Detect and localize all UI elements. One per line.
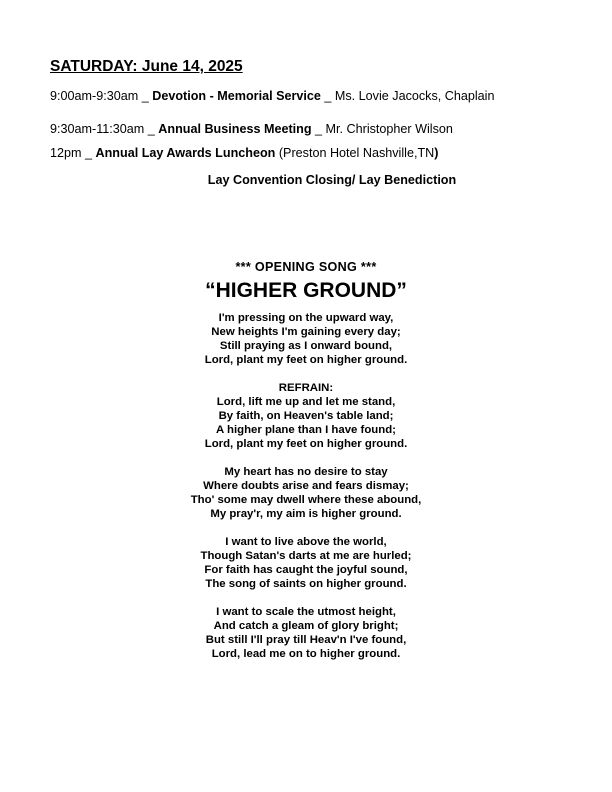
schedule-location-close: ): [434, 146, 439, 160]
lyric-line: For faith has caught the joyful sound,: [204, 564, 408, 576]
stanza-3: [0, 535, 612, 591]
opening-song-section: [0, 260, 612, 675]
lyric-line: Tho' some may dwell where these abound,: [190, 494, 422, 506]
lyric-line: By faith, on Heaven's table land;: [218, 410, 394, 422]
lyric-line: And catch a gleam of glory bright;: [213, 620, 399, 632]
lyric-line: The song of saints on higher ground.: [205, 578, 407, 590]
schedule-time: 9:00am-9:30am _: [50, 89, 153, 103]
lyric-line: I'm pressing on the upward way,: [218, 312, 394, 324]
lyric-line: Still praying as I onward bound,: [219, 340, 393, 352]
stanza-refrain: [0, 381, 612, 451]
schedule-item-business-meeting: [50, 121, 590, 137]
schedule-event: Annual Business Meeting: [158, 122, 312, 136]
lyric-line: I want to scale the utmost height,: [216, 606, 396, 618]
schedule-time: 12pm _: [50, 146, 96, 160]
closing-line: Lay Convention Closing/ Lay Benediction: [207, 173, 457, 187]
schedule-location: (Preston Hotel Nashville,TN: [275, 146, 435, 160]
song-label: *** OPENING SONG ***: [235, 260, 377, 274]
lyric-line: My heart has no desire to stay: [224, 466, 388, 478]
schedule-leader: _ Mr. Christopher Wilson: [311, 122, 453, 136]
lyric-line: My pray'r, my aim is higher ground.: [210, 508, 402, 520]
schedule-event: Devotion - Memorial Service: [152, 89, 321, 103]
stanza-2: [0, 465, 612, 521]
refrain-heading: REFRAIN:: [278, 382, 334, 394]
lyric-line: I want to live above the world,: [225, 536, 387, 548]
lyric-line: Where doubts arise and fears dismay;: [203, 480, 409, 492]
schedule-item-luncheon: [50, 145, 590, 161]
schedule-leader: _ Ms. Lovie Jacocks, Chaplain: [320, 89, 495, 103]
lyric-line: New heights I'm gaining every day;: [211, 326, 401, 338]
lyric-line: Lord, lift me up and let me stand,: [216, 396, 396, 408]
song-title: “HIGHER GROUND”: [205, 279, 407, 302]
schedule-item-devotion: [50, 88, 590, 104]
lyric-line: Though Satan's darts at me are hurled;: [200, 550, 412, 562]
schedule-section: [50, 58, 590, 187]
lyric-line: Lord, plant my feet on higher ground.: [204, 354, 408, 366]
stanza-1: [0, 311, 612, 367]
lyric-line: Lord, plant my feet on higher ground.: [204, 438, 408, 450]
day-heading: SATURDAY: June 14, 2025: [50, 58, 243, 75]
lyric-line: A higher plane than I have found;: [216, 424, 396, 436]
schedule-event: Annual Lay Awards Luncheon: [95, 146, 276, 160]
lyric-line: But still I'll pray till Heav'n I've found,: [205, 634, 407, 646]
lyric-line: Lord, lead me on to higher ground.: [211, 648, 401, 660]
schedule-time: 9:30am-11:30am _: [50, 122, 159, 136]
stanza-4: [0, 605, 612, 661]
